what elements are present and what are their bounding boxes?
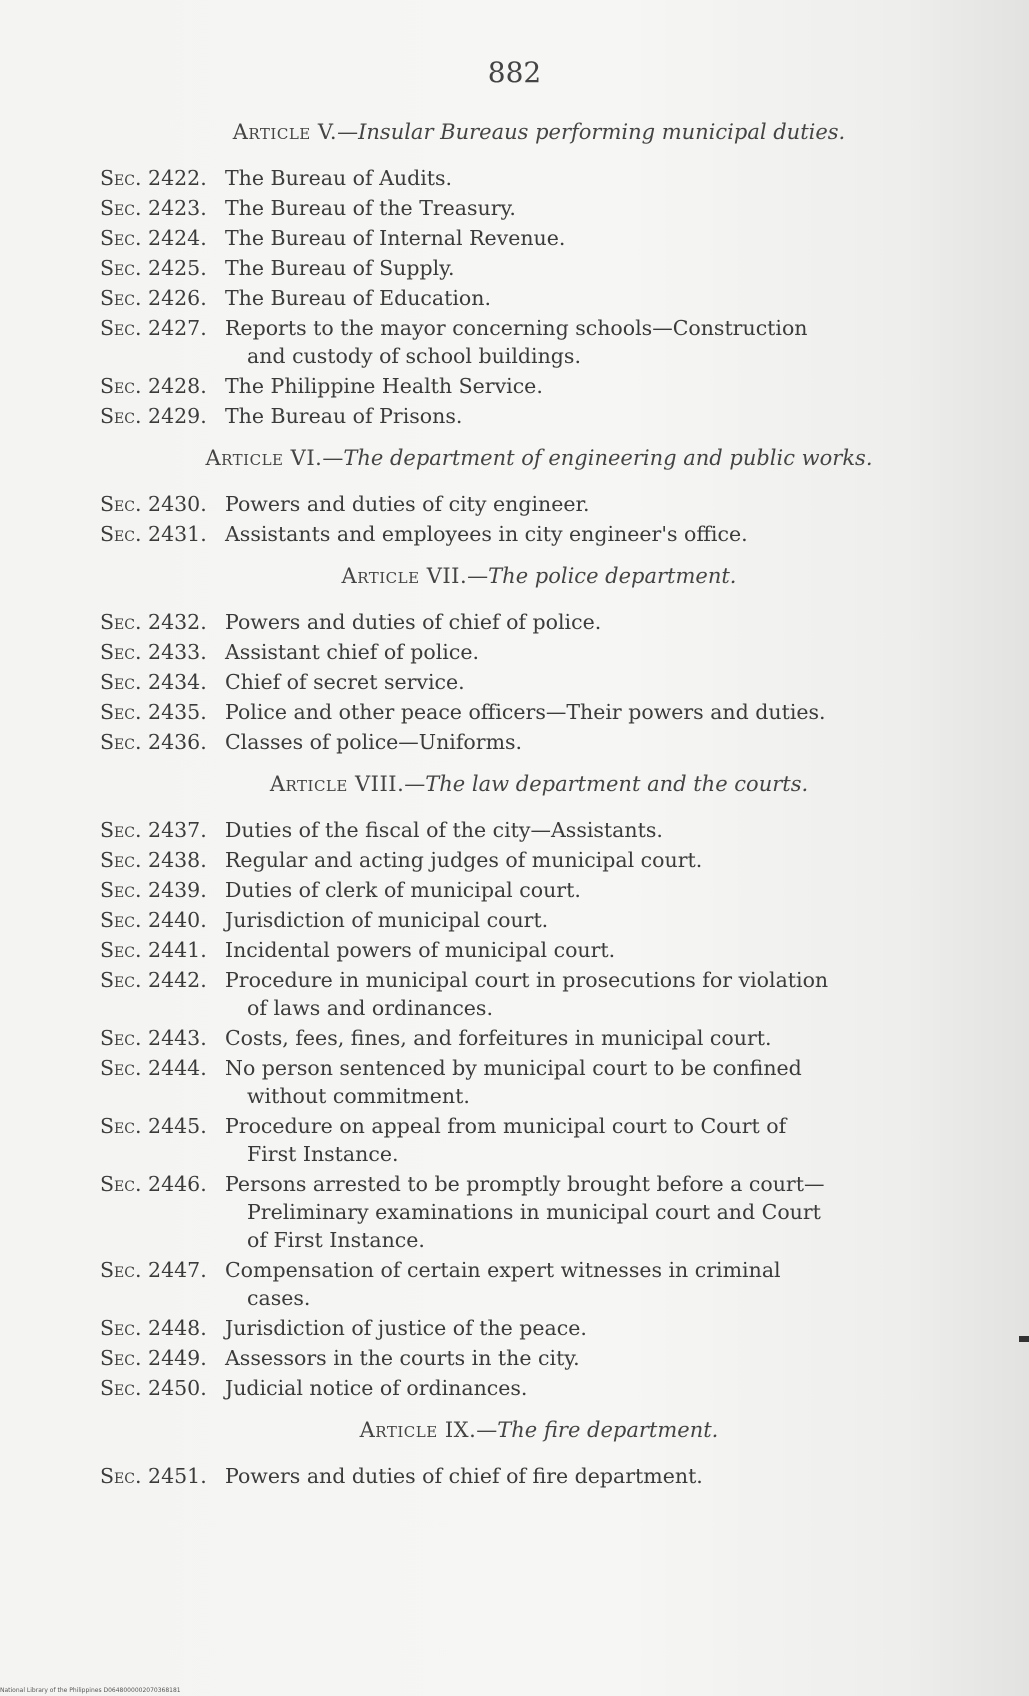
section-abbrev: Sec.: [100, 196, 142, 220]
article-spacer: [92, 550, 942, 562]
section-title-line: Incidental powers of municipal court.: [225, 938, 616, 962]
section-title: [225, 194, 942, 222]
article-title: The department of engineering and public works.: [343, 446, 873, 470]
section-label: [100, 698, 225, 726]
section-entry: [100, 846, 942, 874]
section-label: [100, 728, 225, 756]
section-title-line: Duties of the fiscal of the city—Assistants.: [225, 818, 663, 842]
section-entry: [100, 1054, 942, 1110]
section-title: [225, 1112, 942, 1168]
section-abbrev: Sec.: [100, 226, 142, 250]
section-title: [225, 906, 942, 934]
section-title-line: Regular and acting judges of municipal court.: [225, 848, 703, 872]
section-entry: [100, 314, 942, 370]
article-heading: [180, 118, 898, 146]
article-heading: [180, 1416, 898, 1444]
section-number: 2441.: [148, 938, 207, 962]
article-label: Article VI.: [205, 446, 323, 470]
section-entry: [100, 520, 942, 548]
section-title-line: The Bureau of Education.: [225, 286, 491, 310]
section-label: [100, 638, 225, 666]
section-title: [225, 402, 942, 430]
page-number: 882: [487, 56, 542, 89]
section-abbrev: Sec.: [100, 404, 142, 428]
section-abbrev: Sec.: [100, 938, 142, 962]
section-title: [225, 1054, 942, 1110]
article-heading: [180, 770, 898, 798]
section-number: 2429.: [148, 404, 207, 428]
section-entry: [100, 1462, 942, 1490]
section-entry: [100, 490, 942, 518]
section-label: [100, 224, 225, 252]
section-number: 2440.: [148, 908, 207, 932]
section-number: 2442.: [148, 968, 207, 992]
article-dash: —: [337, 120, 359, 144]
section-title-line: of First Instance.: [247, 1228, 425, 1252]
section-label: [100, 936, 225, 964]
section-title-line: and custody of school buildings.: [247, 344, 581, 368]
section-title-line: Powers and duties of chief of fire department.: [225, 1464, 703, 1488]
table-of-contents: [92, 118, 942, 1504]
article-spacer: [92, 432, 942, 444]
section-abbrev: Sec.: [100, 848, 142, 872]
section-number: 2434.: [148, 670, 207, 694]
section-number: 2427.: [148, 316, 207, 340]
section-number: 2422.: [148, 166, 207, 190]
section-abbrev: Sec.: [100, 374, 142, 398]
section-title: [225, 1344, 942, 1372]
section-number: 2430.: [148, 492, 207, 516]
section-entry: [100, 936, 942, 964]
section-title: [225, 668, 942, 696]
section-title-line: The Bureau of Audits.: [225, 166, 453, 190]
section-number: 2445.: [148, 1114, 207, 1138]
section-title-line: First Instance.: [247, 1142, 399, 1166]
section-number: 2438.: [148, 848, 207, 872]
section-number: 2451.: [148, 1464, 207, 1488]
section-label: [100, 520, 225, 548]
section-title-line: Chief of secret service.: [225, 670, 465, 694]
section-label: [100, 402, 225, 430]
article-dash: —: [467, 564, 489, 588]
section-abbrev: Sec.: [100, 316, 142, 340]
article-title: The law department and the courts.: [425, 772, 809, 796]
section-title: [225, 1170, 942, 1254]
article-heading: [180, 444, 898, 472]
section-number: 2447.: [148, 1258, 207, 1282]
section-title-line: The Bureau of Supply.: [225, 256, 455, 280]
section-number: 2433.: [148, 640, 207, 664]
section-abbrev: Sec.: [100, 492, 142, 516]
section-abbrev: Sec.: [100, 522, 142, 546]
section-entry: [100, 638, 942, 666]
section-number: 2431.: [148, 522, 207, 546]
section-number: 2446.: [148, 1172, 207, 1196]
section-label: [100, 194, 225, 222]
section-label: [100, 1344, 225, 1372]
section-abbrev: Sec.: [100, 878, 142, 902]
section-title-line: Assistants and employees in city engineer's office.: [225, 522, 748, 546]
section-label: [100, 876, 225, 904]
section-label: [100, 816, 225, 844]
section-label: [100, 906, 225, 934]
section-title-line: Classes of police—Uniforms.: [225, 730, 523, 754]
section-number: 2428.: [148, 374, 207, 398]
article-spacer: [92, 1492, 942, 1504]
section-entry: [100, 906, 942, 934]
scan-edge-mark: [1019, 1336, 1029, 1342]
section-entry: [100, 668, 942, 696]
section-abbrev: Sec.: [100, 730, 142, 754]
section-title-line: of laws and ordinances.: [247, 996, 493, 1020]
section-title: [225, 254, 942, 282]
section-abbrev: Sec.: [100, 1172, 142, 1196]
section-entry: [100, 402, 942, 430]
section-title: [225, 936, 942, 964]
section-abbrev: Sec.: [100, 670, 142, 694]
section-title: [225, 1024, 942, 1052]
section-title-line: The Bureau of Internal Revenue.: [225, 226, 566, 250]
section-number: 2426.: [148, 286, 207, 310]
section-entry: [100, 728, 942, 756]
section-title: [225, 490, 942, 518]
article-label: Article VIII.: [269, 772, 405, 796]
section-title: [225, 1314, 942, 1342]
section-title-line: Preliminary examinations in municipal court and Court: [247, 1200, 821, 1224]
section-entry: [100, 966, 942, 1022]
section-abbrev: Sec.: [100, 908, 142, 932]
section-title: [225, 608, 942, 636]
section-title-line: Duties of clerk of municipal court.: [225, 878, 581, 902]
section-title: [225, 846, 942, 874]
section-entry: [100, 1112, 942, 1168]
section-title-line: Reports to the mayor concerning schools—Construction: [225, 316, 808, 340]
section-title: [225, 372, 942, 400]
section-title-line: Police and other peace officers—Their powers and duties.: [225, 700, 826, 724]
section-label: [100, 846, 225, 874]
section-title: [225, 816, 942, 844]
section-title: [225, 966, 942, 1022]
article-title: Insular Bureaus performing municipal duties.: [358, 120, 846, 144]
article-label: Article V.: [232, 120, 338, 144]
article-dash: —: [322, 446, 344, 470]
section-label: [100, 1024, 225, 1052]
section-entry: [100, 1256, 942, 1312]
section-title-line: Judicial notice of ordinances.: [225, 1376, 528, 1400]
section-title: [225, 520, 942, 548]
section-abbrev: Sec.: [100, 968, 142, 992]
section-number: 2439.: [148, 878, 207, 902]
section-abbrev: Sec.: [100, 1464, 142, 1488]
article-dash: —: [404, 772, 426, 796]
section-title: [225, 728, 942, 756]
article-title: The police department.: [488, 564, 737, 588]
section-abbrev: Sec.: [100, 1114, 142, 1138]
section-title-line: Powers and duties of city engineer.: [225, 492, 590, 516]
section-abbrev: Sec.: [100, 166, 142, 190]
section-label: [100, 966, 225, 1022]
article-title: The fire department.: [497, 1418, 719, 1442]
article-spacer: [92, 758, 942, 770]
section-abbrev: Sec.: [100, 1316, 142, 1340]
section-title: [225, 224, 942, 252]
article-label: Article VII.: [341, 564, 468, 588]
section-title: [225, 1256, 942, 1312]
section-number: 2449.: [148, 1346, 207, 1370]
section-entry: [100, 1170, 942, 1254]
section-title: [225, 164, 942, 192]
section-number: 2436.: [148, 730, 207, 754]
section-label: [100, 668, 225, 696]
section-label: [100, 1374, 225, 1402]
section-title-line: The Bureau of the Treasury.: [225, 196, 516, 220]
article-spacer: [92, 1404, 942, 1416]
section-number: 2425.: [148, 256, 207, 280]
section-abbrev: Sec.: [100, 700, 142, 724]
section-title: [225, 876, 942, 904]
section-entry: [100, 372, 942, 400]
section-label: [100, 490, 225, 518]
section-entry: [100, 816, 942, 844]
section-abbrev: Sec.: [100, 1376, 142, 1400]
section-title: [225, 1462, 942, 1490]
section-number: 2423.: [148, 196, 207, 220]
section-title-line: Assessors in the courts in the city.: [225, 1346, 580, 1370]
section-title-line: Procedure in municipal court in prosecutions for violation: [225, 968, 829, 992]
section-title-line: The Philippine Health Service.: [225, 374, 543, 398]
section-entry: [100, 1344, 942, 1372]
section-label: [100, 372, 225, 400]
section-abbrev: Sec.: [100, 640, 142, 664]
section-title-line: cases.: [247, 1286, 311, 1310]
section-entry: [100, 698, 942, 726]
section-label: [100, 284, 225, 312]
section-label: [100, 1054, 225, 1110]
section-label: [100, 1170, 225, 1254]
section-label: [100, 1314, 225, 1342]
section-title-line: The Bureau of Prisons.: [225, 404, 463, 428]
section-number: 2435.: [148, 700, 207, 724]
section-entry: [100, 284, 942, 312]
section-abbrev: Sec.: [100, 818, 142, 842]
section-number: 2432.: [148, 610, 207, 634]
section-entry: [100, 1024, 942, 1052]
section-title-line: Persons arrested to be promptly brought before a court—: [225, 1172, 825, 1196]
section-title-line: Jurisdiction of municipal court.: [225, 908, 549, 932]
section-title-line: No person sentenced by municipal court to be confined: [225, 1056, 802, 1080]
article-label: Article IX.: [359, 1418, 477, 1442]
section-title-line: Procedure on appeal from municipal court to Court of: [225, 1114, 787, 1138]
section-entry: [100, 1374, 942, 1402]
section-label: [100, 1256, 225, 1312]
section-label: [100, 314, 225, 370]
section-number: 2448.: [148, 1316, 207, 1340]
article-heading: [180, 562, 898, 590]
section-entry: [100, 876, 942, 904]
section-title: [225, 638, 942, 666]
section-number: 2450.: [148, 1376, 207, 1400]
section-entry: [100, 1314, 942, 1342]
scan-footer: National Library of the Philippines D0648000002070368181: [0, 1687, 181, 1694]
article-dash: —: [476, 1418, 498, 1442]
section-abbrev: Sec.: [100, 610, 142, 634]
section-title: [225, 284, 942, 312]
section-abbrev: Sec.: [100, 286, 142, 310]
section-number: 2424.: [148, 226, 207, 250]
section-entry: [100, 194, 942, 222]
section-abbrev: Sec.: [100, 256, 142, 280]
section-entry: [100, 608, 942, 636]
section-title: [225, 1374, 942, 1402]
section-label: [100, 608, 225, 636]
section-label: [100, 1462, 225, 1490]
section-title: [225, 314, 942, 370]
section-title-line: Jurisdiction of justice of the peace.: [225, 1316, 587, 1340]
section-abbrev: Sec.: [100, 1346, 142, 1370]
section-title-line: Costs, fees, fines, and forfeitures in municipal court.: [225, 1026, 772, 1050]
section-entry: [100, 164, 942, 192]
section-label: [100, 1112, 225, 1168]
section-title: [225, 698, 942, 726]
section-title-line: Powers and duties of chief of police.: [225, 610, 602, 634]
section-number: 2443.: [148, 1026, 207, 1050]
section-label: [100, 164, 225, 192]
section-title-line: without commitment.: [247, 1084, 470, 1108]
section-entry: [100, 254, 942, 282]
section-entry: [100, 224, 942, 252]
section-abbrev: Sec.: [100, 1258, 142, 1282]
section-number: 2437.: [148, 818, 207, 842]
section-title-line: Compensation of certain expert witnesses in criminal: [225, 1258, 781, 1282]
section-number: 2444.: [148, 1056, 207, 1080]
section-label: [100, 254, 225, 282]
section-abbrev: Sec.: [100, 1026, 142, 1050]
section-title-line: Assistant chief of police.: [225, 640, 479, 664]
section-abbrev: Sec.: [100, 1056, 142, 1080]
